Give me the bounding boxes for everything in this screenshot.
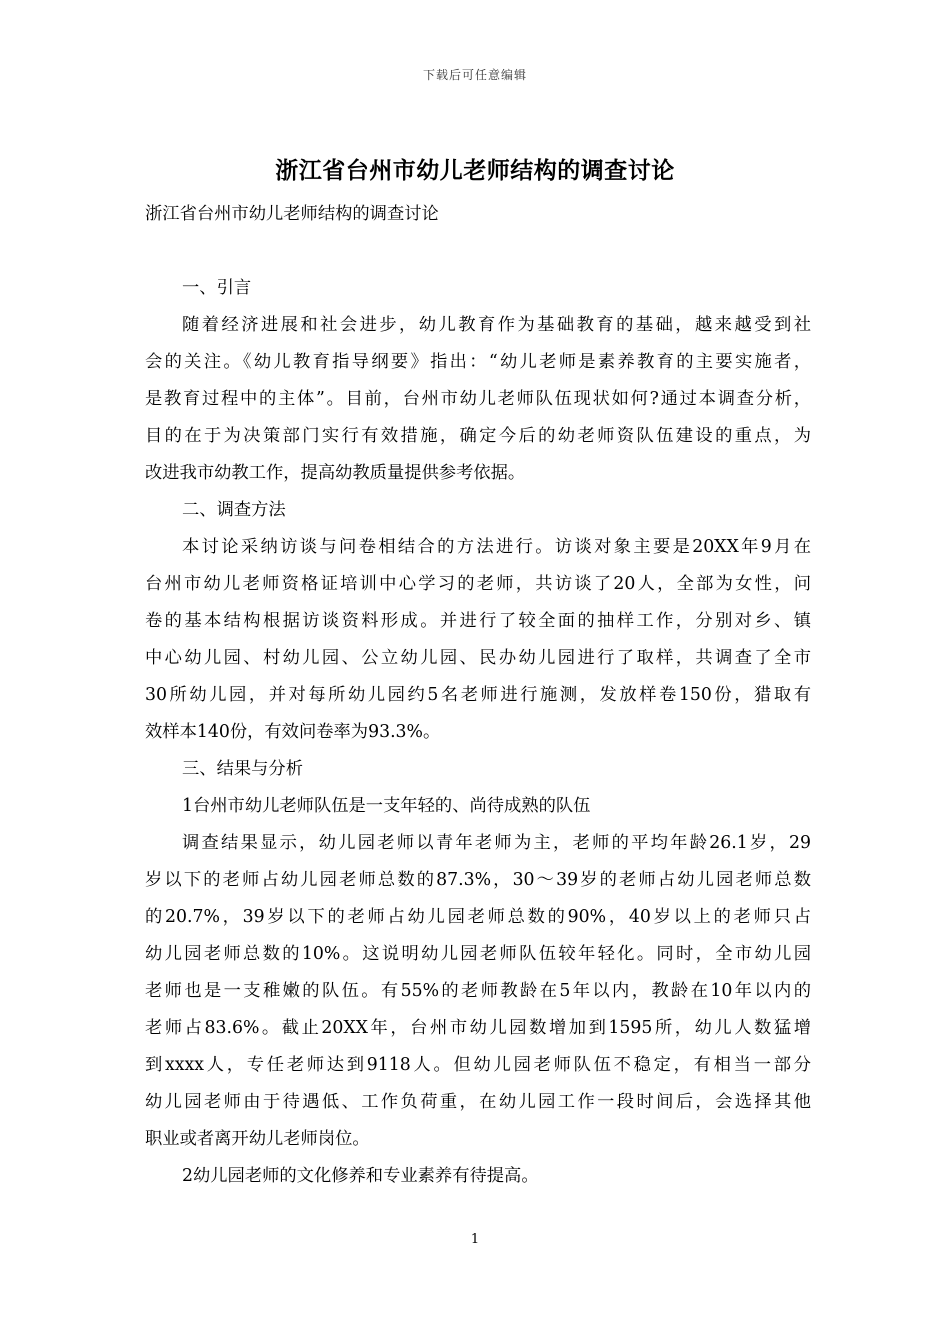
- paragraph-line: 30所幼儿园，并对每所幼儿园约5名老师进行施测，发放样卷150份，猎取有: [145, 685, 811, 705]
- paragraph-line: 的20.7%，39岁以下的老师占幼儿园老师总数的90%，40岁以上的老师只占: [145, 907, 811, 927]
- paragraph-line: 台州市幼儿老师资格证培训中心学习的老师，共访谈了20人，全部为女性，问: [145, 574, 811, 594]
- paragraph-line: 幼儿园老师总数的10%。这说明幼儿园老师队伍较年轻化。同时，全市幼儿园: [145, 944, 811, 964]
- page-header: 下载后可任意编辑: [422, 68, 527, 82]
- page-number: 1: [470, 1232, 480, 1247]
- paragraph-line: 调查结果显示，幼儿园老师以青年老师为主，老师的平均年龄26.1岁，29: [182, 833, 811, 853]
- paragraph-line: 改进我市幼教工作，提高幼教质量提供参考依据。: [145, 463, 526, 483]
- section-heading-introduction: 一、引言: [182, 278, 252, 298]
- document-title: 浙江省台州市幼儿老师结构的调查讨论: [275, 157, 675, 184]
- subsection-heading: 2幼儿园老师的文化修养和专业素养有待提高。: [182, 1166, 539, 1186]
- section-heading-method: 二、调查方法: [182, 500, 286, 520]
- paragraph-line: 效样本140份，有效问卷率为93.3%。: [145, 722, 441, 742]
- paragraph-line: 中心幼儿园、村幼儿园、公立幼儿园、民办幼儿园进行了取样，共调查了全市: [145, 648, 811, 668]
- paragraph-line: 目的在于为决策部门实行有效措施，确定今后的幼老师资队伍建设的重点，为: [145, 426, 811, 446]
- paragraph-line: 随着经济进展和社会进步，幼儿教育作为基础教育的基础，越来越受到社: [182, 315, 811, 335]
- paragraph-line: 卷的基本结构根据访谈资料形成。并进行了较全面的抽样工作，分别对乡、镇: [145, 611, 811, 631]
- paragraph-line: 职业或者离开幼儿老师岗位。: [145, 1129, 370, 1149]
- document-subtitle: 浙江省台州市幼儿老师结构的调查讨论: [145, 204, 439, 224]
- section-heading-results: 三、结果与分析: [182, 759, 303, 779]
- paragraph-line: 本讨论采纳访谈与问卷相结合的方法进行。访谈对象主要是20XX年9月在: [182, 537, 811, 557]
- blank-line: [145, 233, 811, 270]
- paragraph-line: 岁以下的老师占幼儿园老师总数的87.3%，30～39岁的老师占幼儿园老师总数: [145, 870, 811, 890]
- paragraph-line: 幼儿园老师由于待遇低、工作负荷重，在幼儿园工作一段时间后，会选择其他: [145, 1092, 811, 1112]
- paragraph-line: 老师占83.6%。截止20XX年，台州市幼儿园数增加到1595所，幼儿人数猛增: [145, 1018, 811, 1038]
- paragraph-line: 老师也是一支稚嫩的队伍。有55%的老师教龄在5年以内，教龄在10年以内的: [145, 981, 811, 1001]
- paragraph-line: 是教育过程中的主体”。目前，台州市幼儿老师队伍现状如何?通过本调查分析，: [145, 389, 811, 409]
- paragraph-line: 到xxxx人，专任老师达到9118人。但幼儿园老师队伍不稳定，有相当一部分: [145, 1055, 811, 1075]
- document-body: [145, 196, 811, 1195]
- subsection-heading: 1台州市幼儿老师队伍是一支年轻的、尚待成熟的队伍: [182, 796, 591, 816]
- paragraph-line: 会的关注。《幼儿教育指导纲要》指出：“幼儿老师是素养教育的主要实施者，: [145, 352, 811, 372]
